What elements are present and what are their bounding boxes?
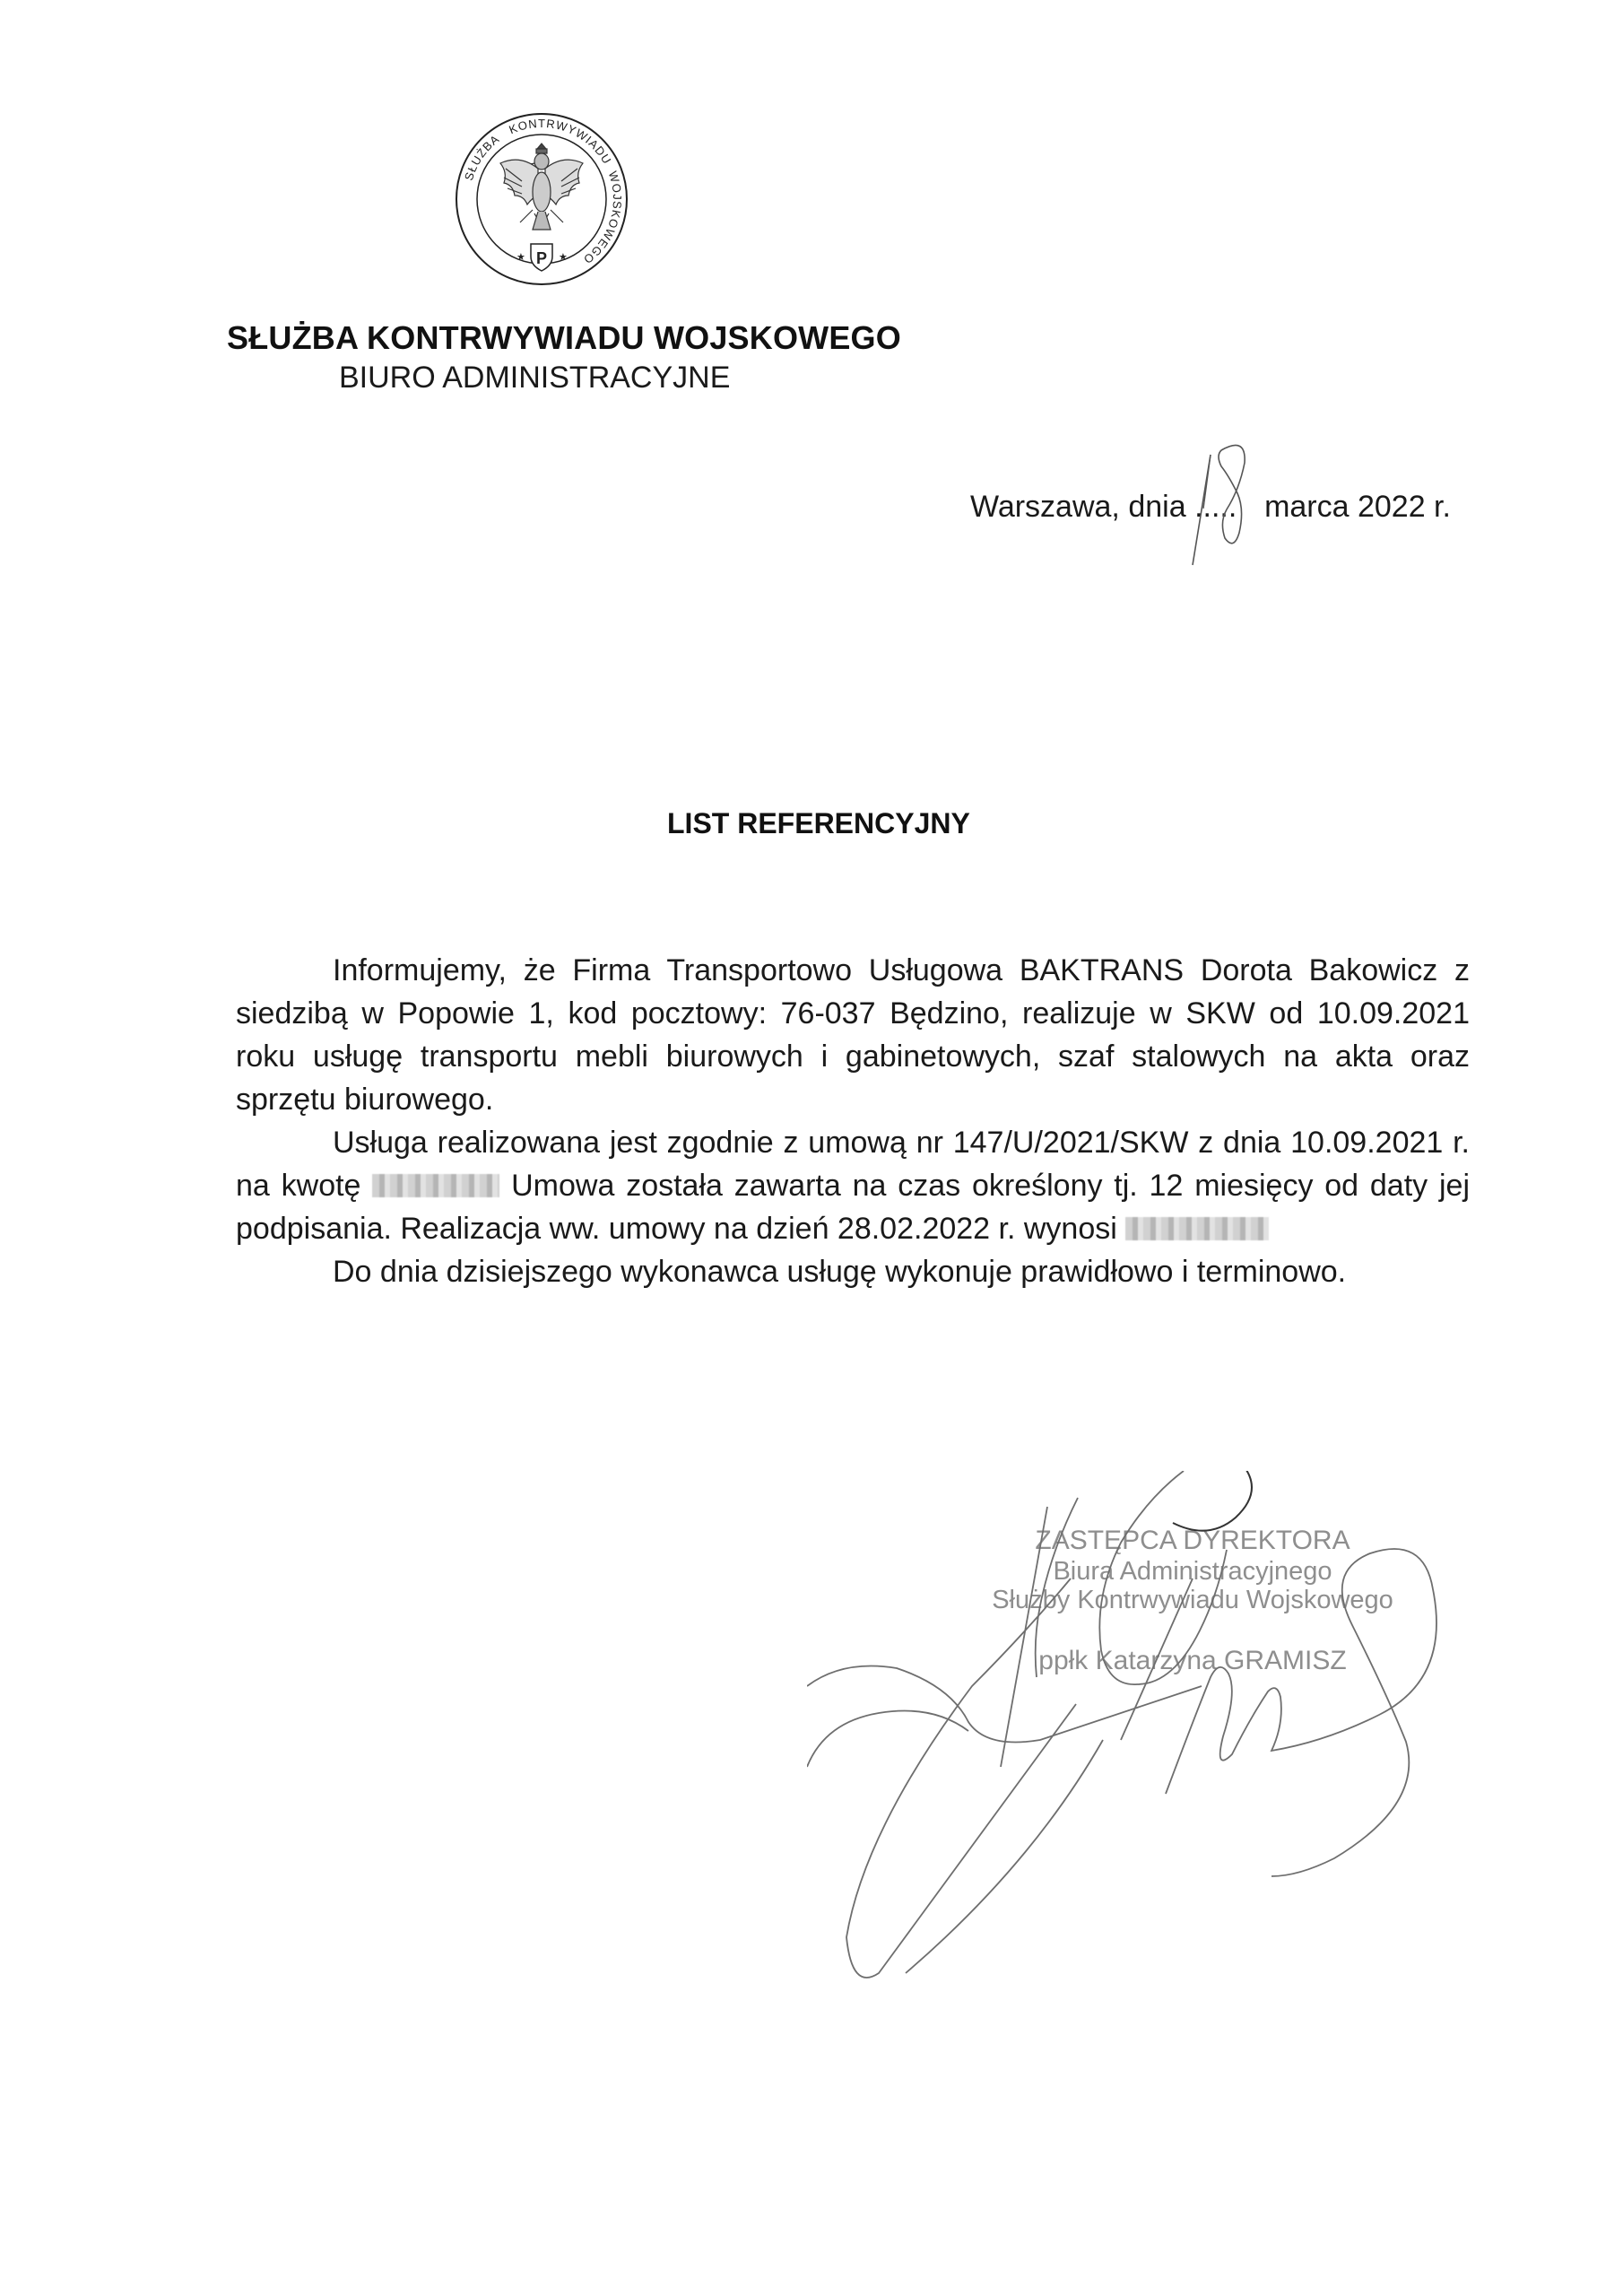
date-prefix: Warszawa, dnia [970, 490, 1186, 524]
signature-icon [807, 1471, 1488, 1991]
stamp-signatory-name: ppłk Katarzyna GRAMISZ [1038, 1646, 1347, 1675]
skw-emblem-icon [452, 109, 631, 289]
paragraph-conclusion: Do dnia dzisiejszego wykonawca usługę wykonuje prawidłowo i terminowo. [333, 1255, 1347, 1289]
eagle-icon [500, 144, 583, 230]
star-icon: ★ [559, 251, 568, 263]
kotwica-shield-icon [531, 244, 552, 271]
star-icon: ★ [516, 251, 525, 263]
svg-text:KONTRWYWIADU [507, 117, 614, 167]
date-day-placeholder: ..... [1194, 490, 1237, 524]
document-title: LIST REFERENCYJNY [667, 807, 970, 839]
letter-body [236, 949, 1470, 1293]
contract-text-part2: Umowa została zawarta na czas określony tj. 12 miesięcy od daty jej podpisania. Realizacja ww. umowy na dzień 28.02.2022 r. wynosi [236, 1169, 1471, 1246]
stamp-department: Biura Administracyjnego [1053, 1557, 1332, 1586]
paragraph-service-description: Informujemy, że Firma Transportowo Usługowa BAKTRANS Dorota Bakowicz z siedzibą w Popowie 1, kod pocztowy: 76-037 Będzino, realizuje w SKW od 10.09.2021 roku usługę transportu mebli biurowych i gabinetowych, szaf stalowych na akta oraz sprzętu biurowego. [236, 953, 1470, 1117]
svg-text:WOJSKOWEGO [580, 170, 624, 266]
stamp-organization: Służby Kontrwywiadu Wojskowego [992, 1586, 1393, 1614]
redacted-realized-amount [1125, 1217, 1269, 1240]
svg-text:P: P [535, 249, 548, 267]
emblem-ring-top: KONTRWYWIADU [507, 116, 615, 167]
department-name: BIURO ADMINISTRACYJNE [339, 361, 731, 395]
emblem-ring-right: WOJSKOWEGO [580, 170, 625, 267]
redacted-contract-amount [372, 1174, 499, 1197]
contract-text-part1: Usługa realizowana jest zgodnie z umową nr 147/U/2021/SKW z dnia 10.09.2021 r. na kwotę [236, 1126, 1470, 1203]
date-suffix: marca 2022 r. [1264, 490, 1451, 524]
handwritten-day-icon [1184, 432, 1264, 567]
paragraph-contract-details [236, 1121, 1470, 1250]
stamp-title: ZASTĘPCA DYREKTORA [1035, 1526, 1350, 1555]
emblem-ring-left: SŁUŻBA [461, 131, 502, 183]
organization-name: SŁUŻBA KONTRWYWIADU WOJSKOWEGO [227, 319, 901, 356]
